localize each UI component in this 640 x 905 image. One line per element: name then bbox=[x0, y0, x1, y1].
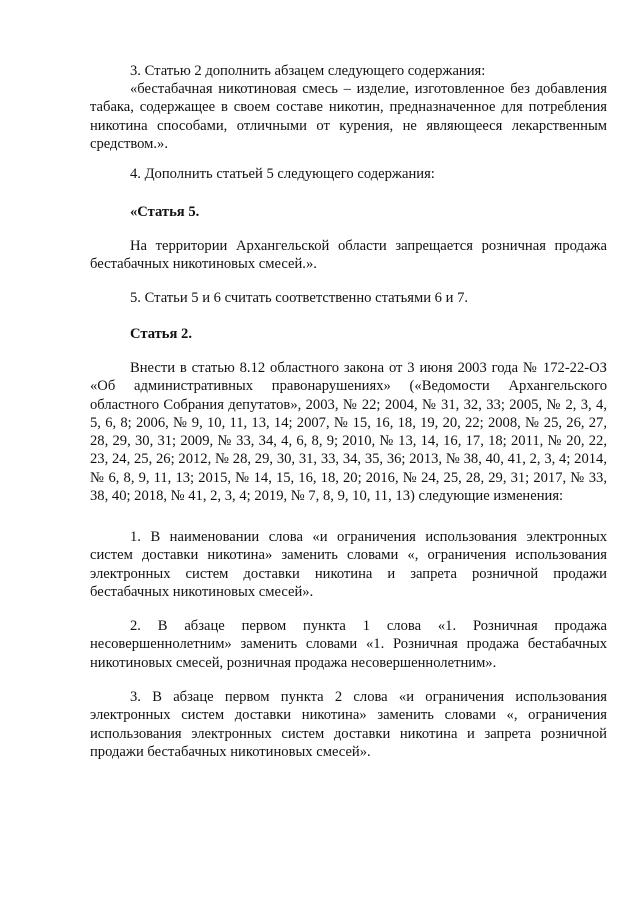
paragraph-item-1: 1. В наименовании слова «и ограничения использования электронных систем доставки никотина» заменить словами «, ограничения использования электронных систем доставки никотина и запрета розничной продажи бестабачных никотиновых смесей». bbox=[90, 529, 607, 600]
paragraph-item-3: 3. В абзаце первом пункта 2 слова «и ограничения использования электронных систем доставки никотина» заменить словами «, ограничения использования электронных систем доставки никотина и запрета розничной продажи бестабачных никотиновых смесей». bbox=[90, 689, 607, 760]
paragraph-item-2: 2. В абзаце первом пункта 1 слова «1. Розничная продажа несовершеннолетним» заменить словами «1. Розничная продажа бестабачных никотиновых смесей, розничная продажа несовершеннолетним». bbox=[90, 618, 607, 671]
paragraph-add-article-5: 4. Дополнить статьей 5 следующего содержания: bbox=[130, 166, 435, 182]
heading-article-5: «Статья 5. bbox=[130, 204, 200, 220]
paragraph-renumber: 5. Статьи 5 и 6 считать соответственно статьями 6 и 7. bbox=[130, 290, 469, 306]
heading-article-2: Статья 2. bbox=[130, 326, 192, 342]
paragraph-amend-article-2: 3. Статью 2 дополнить абзацем следующего содержания: bbox=[130, 63, 486, 79]
paragraph-amend-8-12: Внести в статью 8.12 областного закона от 3 июня 2003 года № 172-22-ОЗ «Об административных правонарушениях» («Ведомости Архангельского областного Собрания депутатов», 2003, № 22; 2004, № 31, 32, 33; 2005, № 2, 3, 4, 5, 6, 8; 2006, № 9, 10, 11, 13, 14; 2007, № 15, 16, 18, 19, 20, 22; 2008, № 25, 26, 27, 28, 29, 30, 31; 2009, № 33, 34, 4, 6, 8, 9; 2010, № 13, 14, 16, 17, 18; 2011, № 20, 22, 23, 24, 25, 26; 2012, № 28, 29, 30, 31, 33, 34, 35, 36; 2013, № 38, 40, 41, 2, 3, 4; 2014, № 6, 8, 9, 11, 13; 2015, № 14, 15, 16, 18, 20; 2016, № 24, 25, 28, 29, 31; 2017, № 33, 38, 40; 2018, № 41, 2, 3, 4; 2019, № 7, 8, 9, 10, 11, 13) следующие изменения: bbox=[90, 360, 607, 505]
paragraph-prohibition: На территории Архангельской области запрещается розничная продажа бестабачных никотиновых смесей.». bbox=[90, 238, 607, 273]
paragraph-definition: «бестабачная никотиновая смесь – изделие, изготовленное без добавления табака, содержащее в своем составе никотин, предназначенное для потребления никотина способами, отличными от курения, не являющееся лекарственным средством.». bbox=[90, 81, 607, 152]
